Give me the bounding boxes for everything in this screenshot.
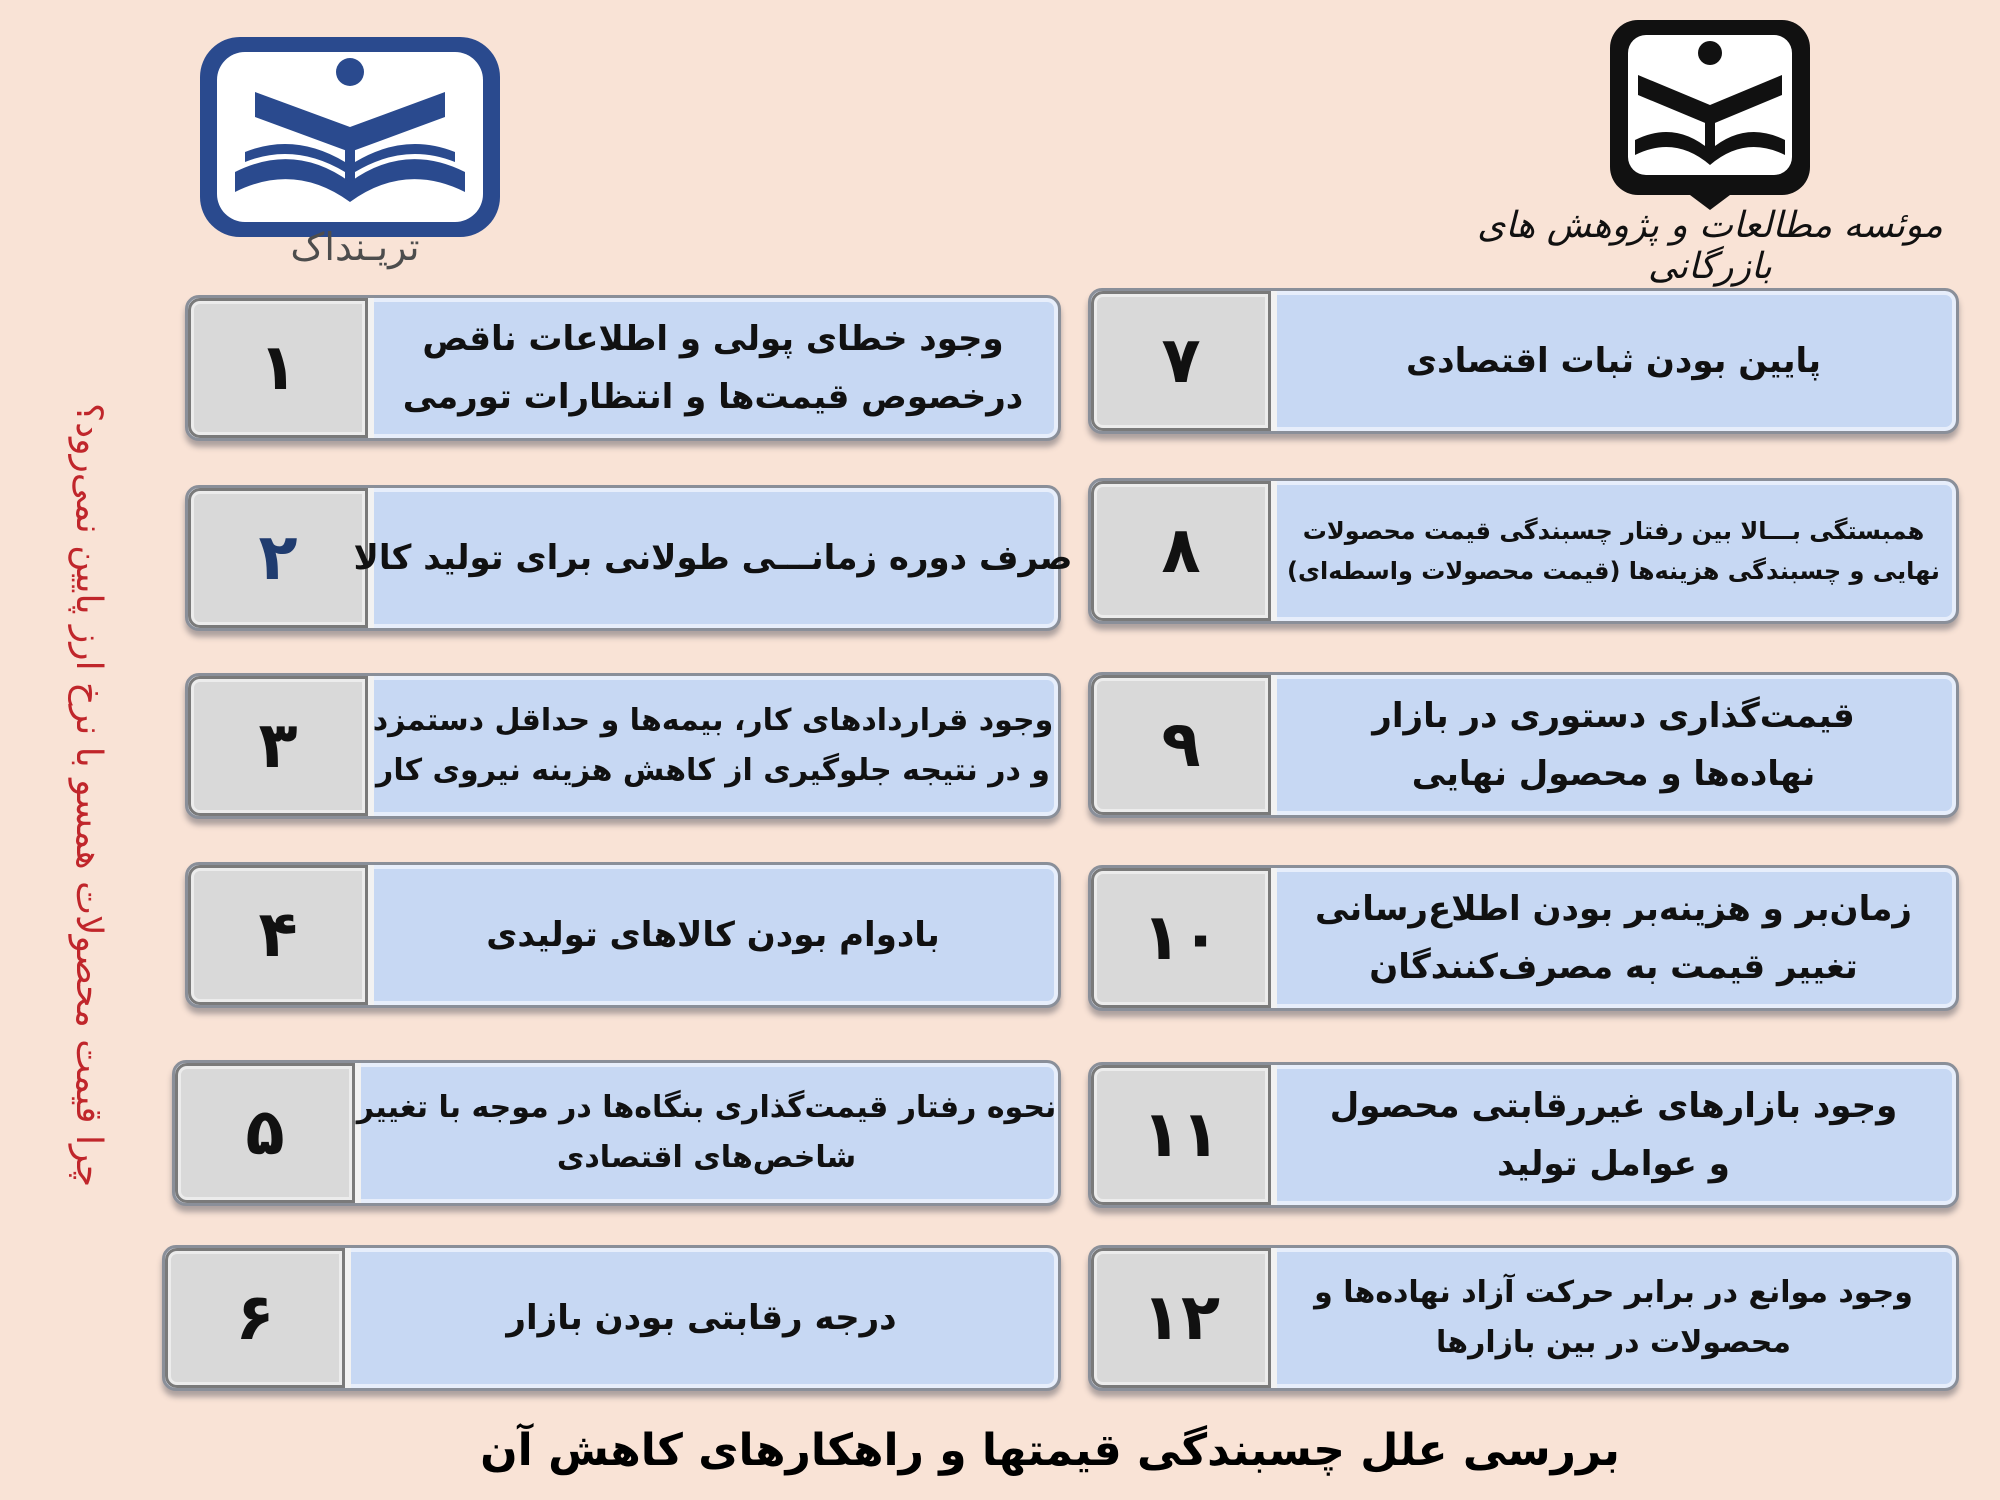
item-number: ۵ [175, 1063, 361, 1203]
item-text: وجود موانع در برابر حرکت آزاد نهاده‌ها و محصولات در بین بازارها [1314, 1275, 1913, 1360]
item-text: درجه رقابتی بودن بازار [506, 1298, 897, 1338]
item-text: قیمت‌گذاری دستوری در بازار نهاده‌ها و محصول نهایی [1372, 696, 1855, 794]
item-card-7 [1088, 288, 1959, 434]
item-card-2 [185, 485, 1073, 631]
item-text: وجود قراردادهای کار، بیمه‌ها و حداقل دستمزد و در نتیجه جلوگیری از کاهش هزینه نیروی کار [372, 703, 1054, 788]
institute-name: موئسه مطالعات و پژوهش های بازرگانی [1477, 205, 1943, 287]
side-title: چرا قیمت محصولات همسو با نرخ ارز پایین نمی‌رود؟ [68, 402, 109, 1188]
item-card-10 [1088, 865, 1959, 1011]
item-card-5 [172, 1060, 1061, 1206]
item-card-11 [1088, 1062, 1959, 1208]
item-card-3 [185, 673, 1061, 819]
item-card-6 [162, 1245, 1061, 1391]
item-text: صرف دوره زمانـــی طولانی برای تولید کالا [353, 538, 1073, 578]
item-number: ۱ [188, 298, 374, 438]
item-card-9 [1088, 672, 1959, 818]
page-title: بررسی علل چسبندگی قیمتها و راهکارهای کاهش آن [480, 1425, 1620, 1476]
item-number: ۱۰ [1091, 868, 1277, 1008]
item-number: ۸ [1091, 481, 1277, 621]
brand-name: تریـنداک [290, 225, 420, 269]
item-number: ۷ [1091, 291, 1277, 431]
item-card-12 [1088, 1245, 1959, 1391]
item-number: ۹ [1091, 675, 1277, 815]
item-number: ۶ [165, 1248, 351, 1388]
item-number: ۱۲ [1091, 1248, 1277, 1388]
item-text: وجود بازارهای غیررقابتی محصول و عوامل تولید [1329, 1086, 1898, 1184]
item-number: ۱۱ [1091, 1065, 1277, 1205]
item-text: پایین بودن ثبات اقتصادی [1405, 341, 1822, 381]
item-text: همبستگی بـــالا بین رفتار چسبندگی قیمت محصولات نهایی و چسبندگی هزینه‌ها (قیمت محصولات واسطه‌ای) [1287, 517, 1940, 585]
item-card-1 [185, 295, 1061, 441]
item-text: نحوه رفتار قیمت‌گذاری بنگاه‌ها در موجه با تغییر شاخص‌های اقتصادی [356, 1090, 1057, 1175]
item-text: بادوام بودن کالاهای تولیدی [486, 915, 940, 955]
item-card-4 [185, 862, 1061, 1008]
item-text: وجود خطای پولی و اطلاعات ناقص درخصوص قیمت‌ها و انتظارات تورمی [402, 319, 1024, 417]
item-card-8 [1088, 478, 1959, 624]
item-text: زمان‌بر و هزینه‌بر بودن اطلاع‌رسانی تغییر قیمت به مصرف‌کنندگان [1315, 889, 1912, 987]
item-number: ۴ [188, 865, 374, 1005]
item-number: ۳ [188, 676, 374, 816]
item-number: ۲ [188, 488, 374, 628]
